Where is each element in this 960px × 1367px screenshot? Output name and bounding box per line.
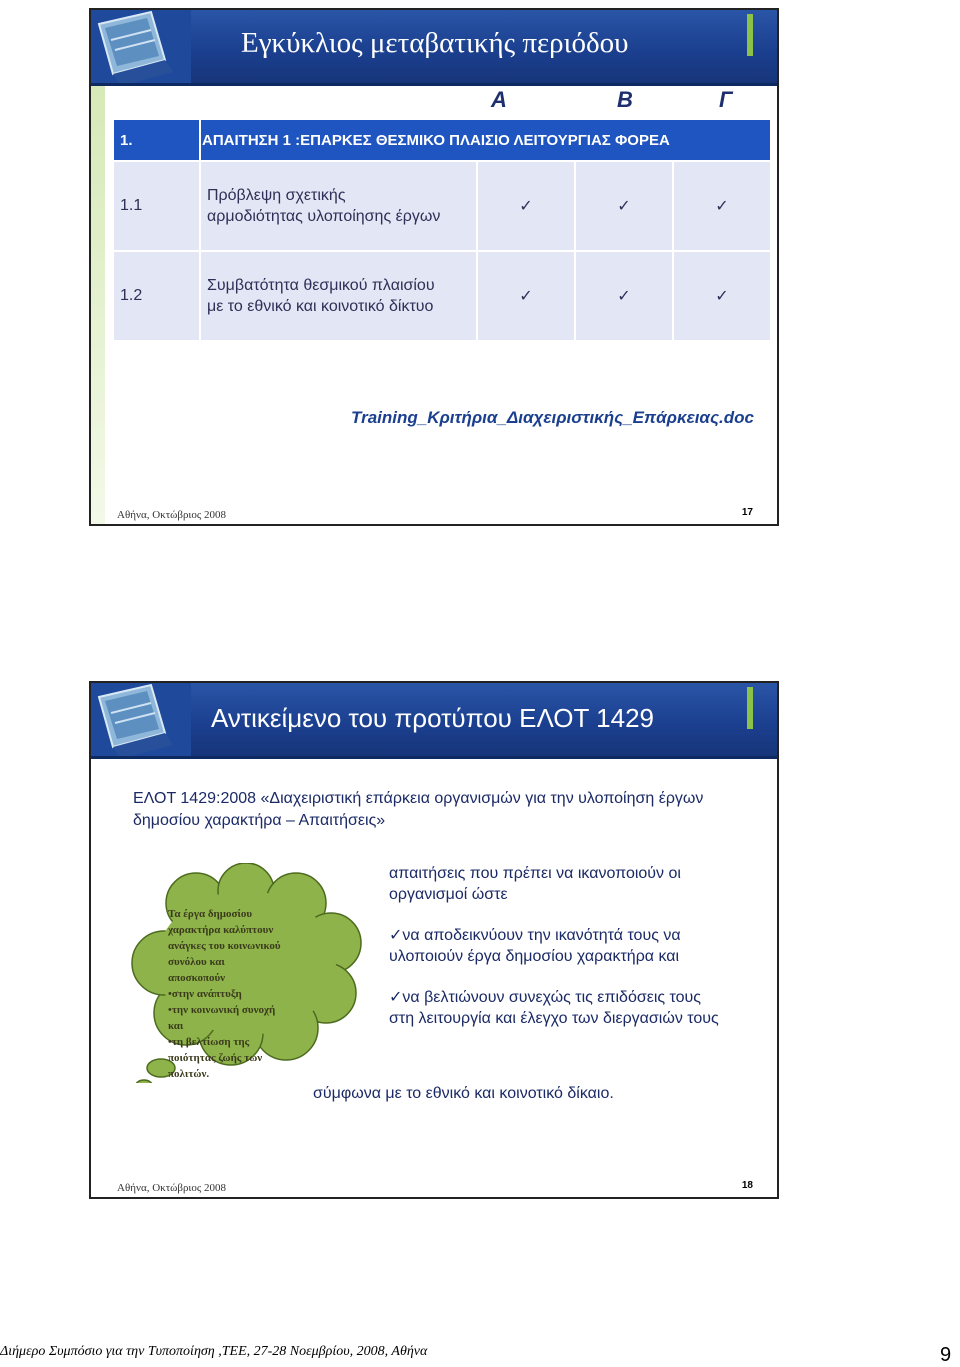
conclusion-text: σύμφωνα με το εθνικό και κοινοτικό δίκαιο. [313,1085,614,1102]
slide-17 [89,8,779,526]
requirements-table [112,118,772,342]
column-header-b: Β [617,87,633,112]
check-icon: ✓ [575,251,673,341]
computer-icon [91,683,191,759]
slide-title: Εγκύκλιος μεταβατικής περιόδου [241,27,629,59]
slide-title-bar [91,10,777,86]
check-icon: ✓ [673,161,771,251]
row-description: Πρόβλεψη σχετικής αρμοδιότητας υλοποίησης έργων [200,161,477,251]
requirement-bullet: ✓να βελτιώνουν συνεχώς τις επιδόσεις τους στη λειτουργία και έλεγχο των διεργασιών τους [389,989,719,1027]
standard-intro: ΕΛΟΤ 1429:2008 «Διαχειριστική επάρκεια οργανισμών για την υλοποίηση έργων δημοσίου χαρακτήρα – Απαιτήσεις» [133,790,704,829]
accent-bar [747,14,753,56]
page-footer: Διήμερο Συμπόσιο για την Τυποποίηση ,ΤΕΕ, 27-28 Νοεμβρίου, 2008, Αθήνα [0,1344,428,1359]
check-icon: ✓ [673,251,771,341]
document-link[interactable]: Training_Κριτήρια_Διαχειριστικής_Επάρκειας.doc [351,408,754,427]
table-row [113,161,771,251]
row-number: 1.1 [113,161,200,251]
check-icon: ✓ [477,251,575,341]
slide-18 [89,681,779,1199]
column-header-a: Α [491,87,507,112]
requirements-intro: απαιτήσεις που πρέπει να ικανοποιούν οι οργανισμοί ώστε [389,865,681,903]
row-number: 1.2 [113,251,200,341]
check-icon: ✓ [575,161,673,251]
slide-page-number: 18 [741,1180,753,1191]
cloud-text: Τα έργα δημοσίου χαρακτήρα καλύπτουν ανάγκες του κοινωνικού συνόλου και αποσκοπούν •στην ανάπτυξη •την κοινωνική συνοχή και •τη βελτίωση της ποιότητας ζωής των πολιτών. [168,908,281,1080]
table-row [113,251,771,341]
row-description: Συμβατότητα θεσμικού πλαισίου με το εθνικό και κοινοτικό δίκτυο [200,251,477,341]
requirements-text [389,863,729,1049]
computer-icon [91,10,191,86]
check-icon: ✓ [477,161,575,251]
slide-footer: Αθήνα, Οκτώβριος 2008 [117,1182,227,1194]
slide-page-number: 17 [741,507,753,518]
table-header-row [113,119,771,161]
header-text: ΑΠΑΙΤΗΣΗ 1 :ΕΠΑΡΚΕΣ ΘΕΣΜΙΚΟ ΠΛΑΙΣΙΟ ΛΕΙΤΟΥΡΓΙΑΣ ΦΟΡΕΑ [200,119,771,161]
side-stripe [91,86,105,524]
slide-title-bar [91,683,777,759]
page-number: 9 [940,1344,952,1366]
slide-title: Αντικείμενο του προτύπου ΕΛΟΤ 1429 [211,703,654,733]
header-number: 1. [113,119,200,161]
column-header-c: Γ [719,87,733,112]
slide-footer: Αθήνα, Οκτώβριος 2008 [117,509,227,521]
requirement-bullet: ✓να αποδεικνύουν την ικανότητά τους να υλοποιούν έργα δημοσίου χαρακτήρα και [389,927,681,965]
accent-bar [747,687,753,729]
